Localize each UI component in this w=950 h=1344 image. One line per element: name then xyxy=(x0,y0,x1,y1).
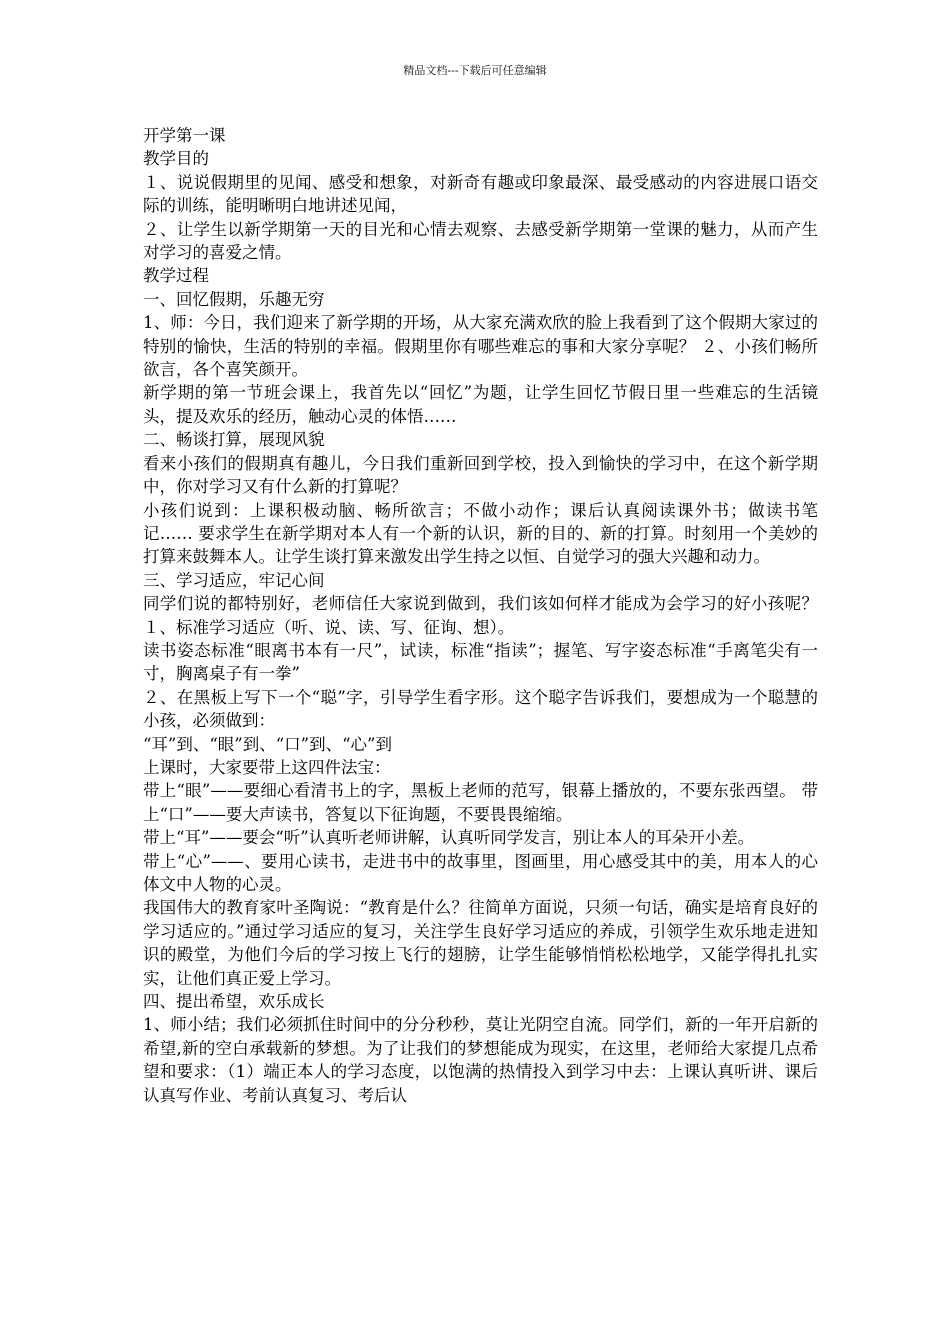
section-heading-process: 教学过程 xyxy=(143,266,209,286)
paragraph: 小孩们说到：上课积极动脑、畅所欲言；不做小动作；课后认真阅读课外书；做读书笔记…… 要求学生在新学期对本人有一个新的认识，新的目的、新的打算。时刻用一个美妙的打算来鼓舞本人。让学生谈打算来激发出学生持之以恒、自觉学习的强大兴趣和动力。 xyxy=(143,500,818,567)
lesson-title: 开学第一课 xyxy=(143,126,226,145)
paragraph: 我国伟大的教育家叶圣陶说：“教育是什么？往简单方面说，只须一句话，确实是培育良好的学习适应的。”通过学习适应的复习，关注学生良好学习适应的养成，引领学生欢乐地走进知识的殿堂，为他们今后的学习按上飞行的翅膀，让学生能够悄悄松松地学，又能学得扎扎实实，让他们真正爱上学习。 xyxy=(143,898,818,988)
part-heading-3: 三、学习适应，牢记心间 xyxy=(143,570,325,590)
paragraph: ２、在黑板上写下一个“聪”字，引导学生看字形。这个聪字告诉我们，要想成为一个聪慧的小孩，必须做到： xyxy=(143,687,818,731)
objective-2: ２、让学生以新学期第一天的目光和心情去观察、去感受新学期第一堂课的魅力，从而产生对学习的喜爱之情。 xyxy=(143,219,818,263)
paragraph: 带上“眼”——要细心看清书上的字，黑板上老师的范写，银幕上播放的，不要东张西望。 带上“口”——要大声读书，答复以下征询题，不要畏畏缩缩。 xyxy=(143,781,818,824)
paragraph: 1、师：今日，我们迎来了新学期的开场，从大家充满欢欣的脸上我看到了这个假期大家过的特别的愉快，生活的特别的幸福。假期里你有哪些难忘的事和大家分享呢？ ２、小孩们畅所欲言，各个喜笑颜开。 xyxy=(143,313,818,380)
paragraph: 同学们说的都特别好，老师信任大家说到做到，我们该如何样才能成为会学习的好小孩呢？ １、标准学习适应（听、说、读、写、征询、想）。 xyxy=(143,594,818,637)
part-heading-4: 四、提出希望，欢乐成长 xyxy=(143,992,325,1012)
paragraph: 新学期的第一节班会课上，我首先以“回忆”为题，让学生回忆节假日里一些难忘的生活镜头，提及欢乐的经历，触动心灵的体悟…… xyxy=(143,383,818,426)
paragraph: 带上“耳”——要会“听”认真听老师讲解，认真听同学发言，别让本人的耳朵开小差。 xyxy=(143,828,755,848)
part-heading-1: 一、回忆假期，乐趣无穷 xyxy=(143,289,325,309)
paragraph: “耳”到、“眼”到、“口”到、“心”到 xyxy=(143,734,392,754)
paragraph: 带上“心”——、要用心读书，走进书中的故事里，图画里，用心感受其中的美，用本人的心体文中人物的心灵。 xyxy=(143,851,818,894)
objective-1: １、说说假期里的见闻、感受和想象，对新奇有趣或印象最深、最受感动的内容进展口语交际的训练，能明晰明白地讲述见闻， xyxy=(143,172,818,216)
paragraph: 看来小孩们的假期真有趣儿，今日我们重新回到学校，投入到愉快的学习中，在这个新学期中，你对学习又有什么新的打算呢？ xyxy=(143,453,818,497)
paragraph: 上课时，大家要带上这四件法宝： xyxy=(143,757,391,777)
paragraph: 1、师小结；我们必须抓住时间中的分分秒秒，莫让光阴空自流。同学们，新的一年开启新的希望,新的空白承载新的梦想。为了让我们的梦想能成为现实，在这里，老师给大家提几点希望和要求：（1）端正本人的学习态度，以饱满的热情投入到学习中去：上课认真听讲、课后认真写作业、考前认真复习、考后认 xyxy=(143,1015,818,1105)
document-body xyxy=(143,124,818,1107)
paragraph: 读书姿态标准“眼离书本有一尺”，试读，标准“指读”；握笔、写字姿态标准“手离笔尖有一寸，胸离桌子有一拳” xyxy=(143,640,818,684)
section-heading-objectives: 教学目的 xyxy=(143,149,209,169)
part-heading-2: 二、畅谈打算，展现风貌 xyxy=(143,430,325,450)
page-header: 精品文档---下载后可任意编辑 xyxy=(403,64,547,77)
